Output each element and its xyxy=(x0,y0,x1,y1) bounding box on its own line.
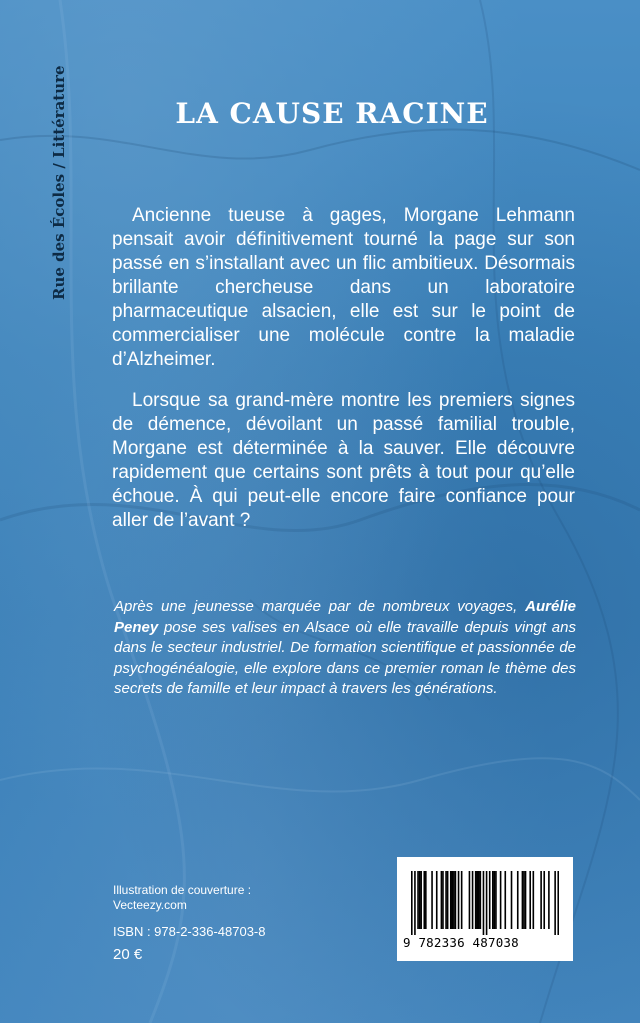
barcode-bar xyxy=(554,871,556,935)
barcode-bars xyxy=(411,871,559,935)
barcode-bar xyxy=(557,871,559,935)
credit-label: Illustration de couverture : xyxy=(113,883,252,897)
barcode-bar xyxy=(461,871,463,929)
credit-source: Vecteezy.com xyxy=(113,898,187,912)
barcode-bar xyxy=(447,871,449,929)
barcode-bar xyxy=(523,871,525,929)
barcode-bar xyxy=(533,871,535,929)
barcode-bar xyxy=(414,871,416,935)
barcode-bar xyxy=(495,871,497,929)
barcode-bar xyxy=(522,871,524,929)
barcode-bar xyxy=(476,871,478,929)
barcode-bar xyxy=(525,871,527,929)
barcode-bar xyxy=(455,871,457,929)
barcode-bar xyxy=(511,871,513,929)
price: 20 € xyxy=(113,946,143,963)
collection-label: Rue des Écoles / Littérature xyxy=(50,65,68,300)
isbn: ISBN : 978-2-336-48703-8 xyxy=(113,924,266,939)
barcode-bar xyxy=(500,871,502,929)
barcode-bar xyxy=(442,871,444,929)
barcode xyxy=(397,857,573,961)
synopsis xyxy=(112,204,575,550)
book-title: LA CAUSE RACINE xyxy=(175,97,489,130)
barcode-bar xyxy=(517,871,519,929)
barcode-bar xyxy=(478,871,480,929)
barcode-bar xyxy=(445,871,447,929)
barcode-bar xyxy=(504,871,506,929)
barcode-bar xyxy=(472,871,474,929)
barcode-bar xyxy=(453,871,455,929)
barcode-bar xyxy=(492,871,494,929)
barcode-bar xyxy=(543,871,545,929)
illustration-credit xyxy=(113,883,353,913)
barcode-bar xyxy=(529,871,531,929)
barcode-bar xyxy=(436,871,438,929)
barcode-bar xyxy=(475,871,477,929)
author-bio-intro: Après une jeunesse marquée par de nombreux voyages, xyxy=(114,598,526,615)
barcode-bar xyxy=(450,871,452,929)
barcode-bar xyxy=(452,871,454,929)
barcode-bar xyxy=(486,871,488,935)
barcode-digits: 9 782336 487038 xyxy=(403,935,519,950)
barcode-bar xyxy=(441,871,443,929)
barcode-bar xyxy=(431,871,433,929)
barcode-bar xyxy=(419,871,421,929)
barcode-bar xyxy=(489,871,491,929)
barcode-bar xyxy=(540,871,542,929)
barcode-bar xyxy=(483,871,485,935)
author-name: Aurélie Peney xyxy=(114,598,576,636)
barcode-bar xyxy=(494,871,496,929)
synopsis-paragraph: Ancienne tueuse à gages, Morgane Lehmann pensait avoir définitivement tourné la page sur son passé en s’installant avec un flic ambitieux. Désormais brillante chercheuse dans un laboratoire pharmaceutique alsacien, elle est sur le point de commercialiser une molécule contre la maladie d’Alzheimer. xyxy=(112,205,575,370)
barcode-bar xyxy=(425,871,427,929)
barcode-bar xyxy=(458,871,460,929)
synopsis-paragraph: Lorsque sa grand-mère montre les premiers signes de démence, dévoilant un passé familial trouble, Morgane est déterminée à la sauver. Elle découvre rapidement que certains sont prêts à tout pour qu’elle échoue. À qui peut-elle encore faire confiance pour aller de l’avant ? xyxy=(112,390,575,531)
barcode-bar xyxy=(548,871,550,929)
barcode-bar xyxy=(423,871,425,929)
barcode-bar xyxy=(417,871,419,929)
barcode-bar xyxy=(480,871,482,929)
barcode-bar xyxy=(411,871,413,935)
author-bio-text: pose ses valises en Alsace où elle travaille depuis vingt ans dans le secteur industriel. De formation scientifique et passionnée de psychogénéalogie, elle explore dans ce premier roman le thème des secrets de famille et leur impact à travers les générations. xyxy=(114,618,576,697)
author-bio xyxy=(114,597,576,700)
barcode-bar xyxy=(469,871,471,929)
barcode-bar xyxy=(420,871,422,929)
